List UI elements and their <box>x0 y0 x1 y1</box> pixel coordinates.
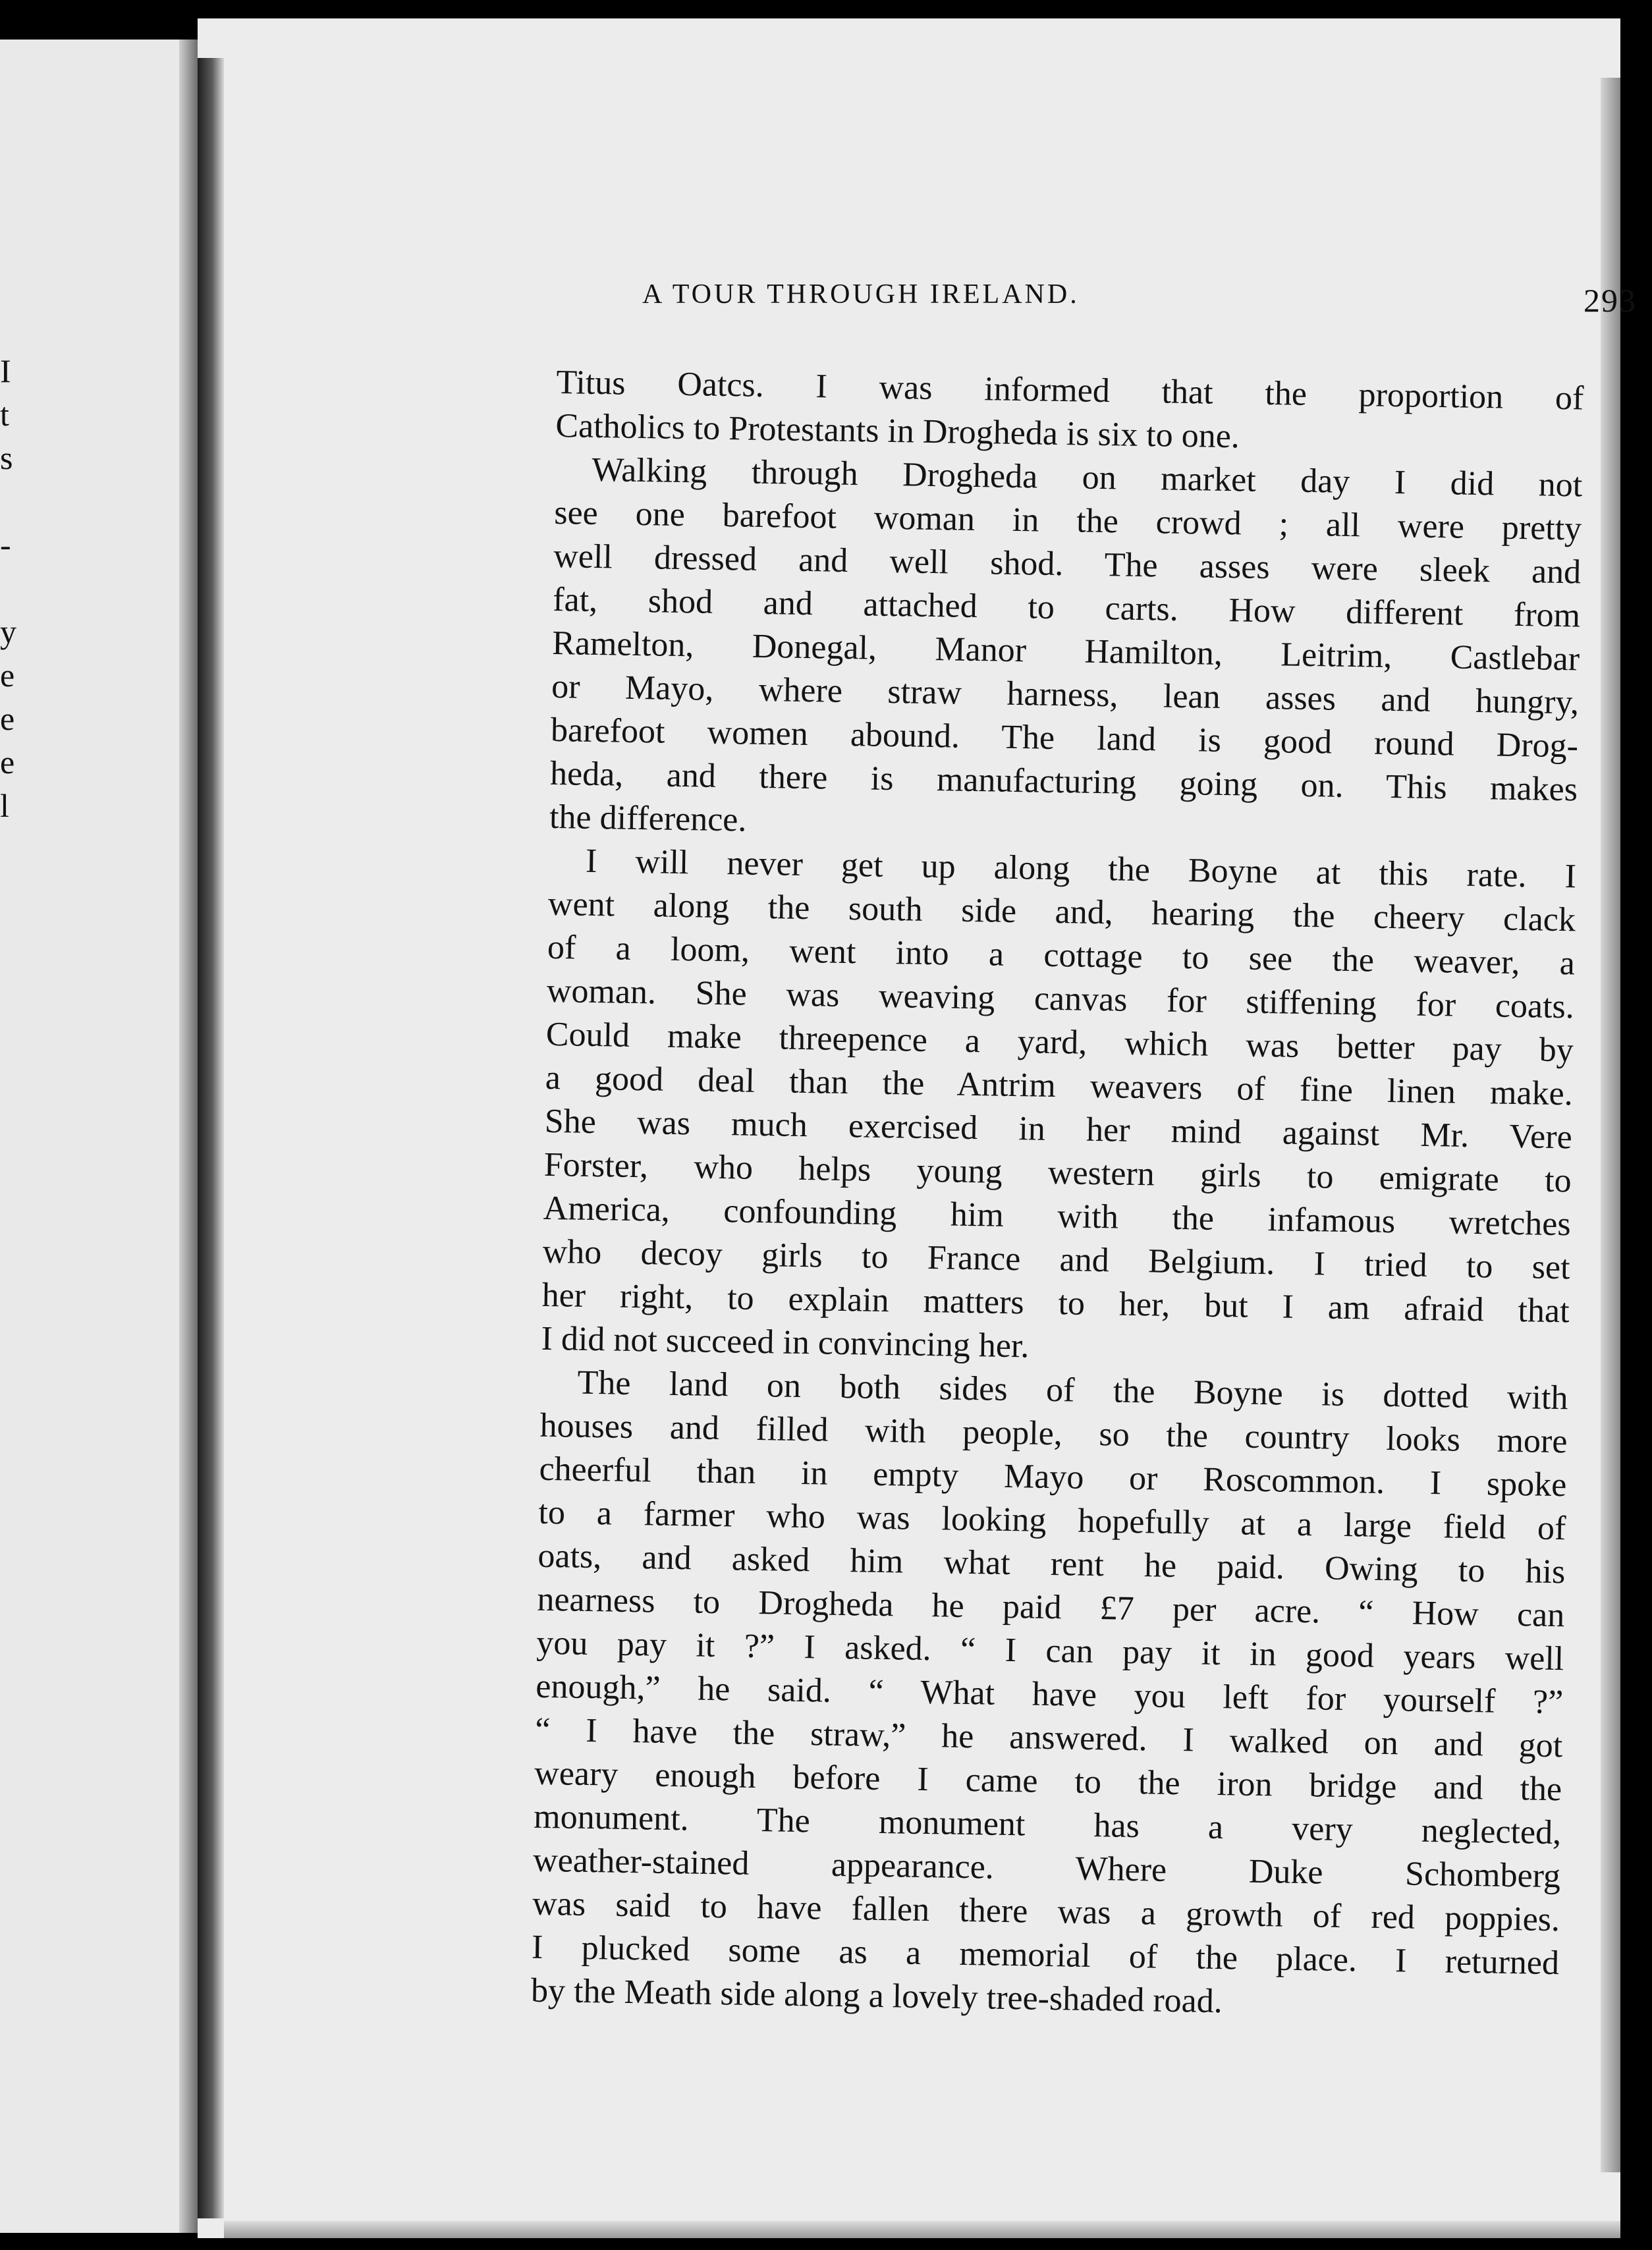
page-spine-shadow <box>198 58 224 2218</box>
text-line: Could make threepence a yard, which was better pay by <box>545 1015 1574 1070</box>
text-line: Titus Oatcs. I was informed that the proportion of <box>556 363 1584 418</box>
text-line: to a farmer who was looking hopefully at a large field of <box>538 1493 1566 1548</box>
facing-page-char: e <box>0 657 15 694</box>
facing-page-char: e <box>0 744 15 781</box>
text-line: of a loom, went into a cottage to see the weaver, a <box>547 928 1576 983</box>
text-line: see one barefoot woman in the crowd ; all were pretty <box>553 493 1582 548</box>
text-line: the difference. <box>549 798 747 839</box>
running-title: A TOUR THROUGH IRELAND. <box>642 279 1080 310</box>
text-line: heda, and there is manufacturing going on. This makes <box>549 754 1578 809</box>
text-line: “ I have the straw,” he answered. I walked on and got <box>534 1711 1563 1765</box>
text-line: Catholics to Protestants in Drogheda is six to one. <box>555 406 1240 456</box>
text-line: barefoot women abound. The land is good round Drog- <box>550 711 1579 765</box>
text-line: by the Meath side along a lovely tree-shaded road. <box>530 1971 1223 2021</box>
page-number: 293 <box>1583 282 1637 319</box>
text-line: weather-stained appearance. Where Duke Schomberg <box>532 1841 1561 1896</box>
facing-page-char: s <box>0 439 13 476</box>
facing-page-cut-text <box>0 349 20 827</box>
text-line: a good deal than the Antrim weavers of fine linen make. <box>545 1058 1574 1113</box>
facing-page-char <box>0 566 20 610</box>
gutter-shadow <box>179 40 198 2233</box>
running-head <box>642 272 1637 325</box>
facing-page-char <box>0 480 20 523</box>
facing-page-char: t <box>0 396 9 433</box>
paragraph <box>555 361 1584 464</box>
page-bottom-edge <box>224 2221 1620 2238</box>
facing-page-char: - <box>0 526 11 563</box>
text-line: Walking through Drogheda on market day I did not <box>591 451 1583 505</box>
text-line: The land on both sides of the Boyne is dotted with <box>577 1363 1568 1417</box>
text-line: was said to have fallen there was a growth of red poppies. <box>532 1884 1560 1939</box>
facing-page-char: l <box>0 787 9 824</box>
text-line: cheerful than in empty Mayo or Roscommon. I spoke <box>539 1450 1567 1504</box>
text-line: well dressed and well shod. The asses were sleek and <box>553 537 1582 591</box>
text-line: woman. She was weaving canvas for stiffening for coats. <box>546 972 1575 1026</box>
text-line: I plucked some as a memorial of the place. I returned <box>531 1928 1560 1983</box>
book-page <box>198 18 1637 2238</box>
page-fore-edge <box>1601 78 1620 2172</box>
facing-page-char: e <box>0 700 15 737</box>
text-line: houses and filled with people, so the country looks more <box>539 1406 1568 1461</box>
text-line: fat, shod and attached to carts. How different from <box>552 580 1581 635</box>
paragraph <box>541 839 1576 1377</box>
text-line: oats, and asked him what rent he paid. Owing to his <box>537 1537 1566 1591</box>
text-line: you pay it ?” I asked. “ I can pay it in good years well <box>536 1624 1564 1678</box>
paragraph <box>531 1361 1568 2029</box>
facing-page-char: I <box>0 352 11 389</box>
text-line: weary enough before I came to the iron bridge and the <box>534 1754 1562 1809</box>
text-line: enough,” he said. “ What have you left for yourself ?” <box>535 1667 1564 1722</box>
facing-page-edge <box>0 40 198 2233</box>
text-line: went along the south side and, hearing the cheery clack <box>547 885 1576 939</box>
text-line: monument. The monument has a very neglected, <box>533 1797 1562 1852</box>
text-line: or Mayo, where straw harness, lean asses and hungry, <box>551 667 1580 722</box>
text-line: America, confounding him with the infamous wretches <box>543 1189 1572 1244</box>
text-line: Ramelton, Donegal, Manor Hamilton, Leitrim, Castlebar <box>551 624 1580 678</box>
text-line: I did not succeed in convincing her. <box>541 1319 1030 1365</box>
text-line: I will never get up along the Boyne at this rate. I <box>585 842 1577 896</box>
text-line: nearness to Drogheda he paid £7 per acre. “ How can <box>537 1580 1565 1635</box>
text-line: her right, to explain matters to her, but I am afraid that <box>541 1276 1570 1331</box>
facing-page-char: y <box>0 613 16 650</box>
text-line: who decoy girls to France and Belgium. I tried to set <box>542 1232 1571 1287</box>
body-text <box>531 361 1584 2029</box>
paragraph <box>549 448 1583 855</box>
text-line: Forster, who helps young western girls to emigrate to <box>543 1145 1572 1200</box>
text-line: She was much exercised in her mind against Mr. Vere <box>544 1102 1573 1157</box>
